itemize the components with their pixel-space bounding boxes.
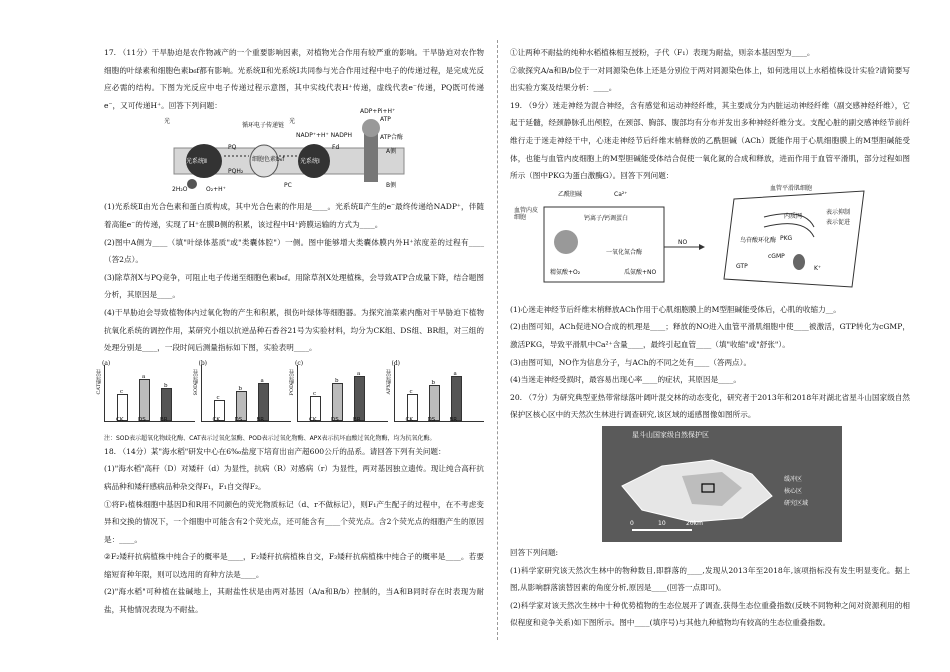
- endothelial-label: 血管内皮细胞: [514, 206, 539, 221]
- q18-intro: 18. （14分）某"海水稻"研发中心在6‰盐度下培育出亩产超600公斤的品系。请回答下列有关问题：: [104, 446, 446, 456]
- map-study-label: 研究区域: [784, 499, 809, 507]
- category-label: CK: [116, 417, 124, 424]
- no-signaling-diagram: [514, 184, 874, 299]
- significance-letter: c: [120, 388, 124, 395]
- q18-part1b: ①将F₁植株细胞中基因D和R用不同颜色的荧光物质标记（d、r不做标记），则F₁产生配子的过程中，在不考虑变异和交换的情况下，一个细胞中可能含有2个荧光点，还可能含有____个荧光点。含2个荧光点的细胞产生的原因是：____。: [104, 499, 484, 544]
- significance-letter: b: [164, 382, 168, 389]
- q17-intro: 17. （11分）干旱胁迫是农作物减产的一个重要影响因素，对植物光合作用有较严重的影响。干旱胁迫对农作物细胞的叶绿素和细胞色素b₆f都有影响。光系统Ⅱ和光系统Ⅰ共同参与光合作用过程中电子的传递过程，是完成光反应必需的结构。下图为光反应中电子传递过程示意图，其中实线代表H⁺传递，虚线代表e⁻传递，PQ既可传递e⁻，又可传递H⁺。回答下列问题：: [104, 48, 484, 110]
- cyt-label: 细胞色素b₆f: [252, 156, 285, 164]
- scale-20: 20km: [686, 519, 703, 527]
- map-core-label: 核心区: [784, 487, 803, 495]
- arginine-label: 精氨酸+O₂: [550, 268, 581, 276]
- chart-ylabel: CAT酶活性: [96, 368, 102, 395]
- smooth-muscle-label: 血管平滑肌细胞: [770, 184, 813, 192]
- no-synthase-label: 一氧化氮合酶: [606, 248, 643, 256]
- category-label: CK: [212, 417, 220, 424]
- q20-intro: 20. （7分）为研究典型亚热带常绿落叶阔叶混交林的动态变化，研究者于2013年和2018年对湖北省星斗山国家级自然保护区核心区中的天然次生林进行调查研究,该区域的遥感图像如图所示。: [510, 392, 910, 420]
- q18-sub2: ②欲探究A/a和B/b位于一对同源染色体上还是分别位于两对同源染色体上，如何选用以上水稻植株设计实验?请简要写出实验方案及结果分析：____。: [510, 65, 910, 93]
- significance-letter: c: [409, 388, 413, 395]
- significance-letter: c: [216, 394, 220, 401]
- category-label: BR: [256, 417, 265, 424]
- atp-label: ATP: [380, 116, 391, 124]
- significance-letter: c: [313, 391, 317, 398]
- ach-label: 乙酰胆碱: [558, 190, 583, 198]
- q17-part1: (1)光系统Ⅱ由光合色素和蛋白质构成，其中光合色素的作用是____。光系统Ⅱ产生的e⁻最终传递给NADP⁺，伴随着高能e⁻的传递，实现了H⁺在膜B侧的积累，该过程中H⁺跨膜运输的方式为____。: [104, 202, 484, 229]
- pqh2-label: PQH₂: [228, 168, 244, 176]
- receptor-label: 钙离子/钙调蛋白: [584, 214, 629, 222]
- q19-part2: (2)由图可知，ACh促进NO合成的机理是____；释放的NO进入血管平滑肌细胞中使____被激活，GTP转化为cGMP，激活PKG，导致平滑肌中Ca²⁺含量____，最终引起血管____（填"收缩"或"舒张"）。: [510, 322, 910, 349]
- carrier-label: 循环电子传递链: [242, 122, 285, 130]
- gtp-label: GTP: [736, 262, 748, 270]
- scale-0: 0: [630, 519, 634, 527]
- chart-ylabel: APX酶活性: [385, 368, 392, 395]
- pc-label: PC: [284, 182, 292, 190]
- a-side-label: A侧: [386, 148, 397, 156]
- reserve-map: [602, 426, 842, 542]
- q19-part3: (3)由图可知，NO作为信息分子，与ACh的不同之处有____（答两点）。: [510, 357, 752, 367]
- q19-part1: (1)心迷走神经节后纤维末梢释放ACh作用于心肌细胞膜上的M型胆碱能受体后，心肌的收缩力__。: [510, 304, 841, 314]
- gc-label: 鸟苷酸环化酶: [740, 236, 777, 244]
- k-label: K⁺: [814, 264, 822, 272]
- ca-label-1: Ca²⁺: [614, 190, 628, 198]
- map-buffer-label: 缓冲区: [784, 475, 803, 483]
- significance-letter: a: [260, 377, 264, 384]
- atpsyn-label: ATP合酶: [380, 134, 403, 142]
- map-title: 星斗山国家级自然保护区: [632, 430, 709, 439]
- o2-label: O₂+H⁺: [206, 186, 226, 194]
- right-column: [510, 44, 910, 632]
- bar-chart-1: [96, 359, 195, 424]
- category-label: DS: [427, 417, 436, 424]
- chart-ylabel: SOD酶活性: [192, 368, 199, 396]
- pkg-label: PKG: [780, 234, 793, 242]
- b-side-label: B侧: [386, 182, 397, 190]
- significance-letter: a: [453, 371, 457, 378]
- q17-part4: (4)干旱胁迫会导致植物体内过氧化物的产生和积累，损伤叶绿体等细胞器。为探究油菜素内酯对干旱胁迫下植物抗氧化系统的调控作用，某研究小组以抗逆品种石香谷21号为实验材料，均分为CK组、DS组、BR组，对三组的处理分别是____，一段时间后测量指标如下图，实验表明____。: [104, 307, 484, 353]
- light-label-1: 光: [164, 118, 171, 126]
- bar-chart-2: [192, 359, 292, 424]
- q20-part2: (2)科学家对该天然次生林中十种优势植物的生态位展开了调查,获得生态位重叠指数(反映不同物种之间对资源利用的相似程度和竞争关系)如下图所示。图中____(填序号)与其他九种植物均有较高的生态位重叠指数。: [510, 600, 910, 628]
- chart-tag: (a): [102, 359, 111, 367]
- column-divider: [497, 40, 498, 640]
- category-label: BR: [353, 417, 361, 424]
- left-column: [96, 44, 484, 619]
- light-label-2: 光: [289, 118, 296, 126]
- nadp-label: NADP⁺+H⁺ NADPH: [296, 132, 352, 140]
- bar-chart-4: [385, 359, 485, 424]
- adp-label: ADP+Pi+H⁺: [360, 108, 396, 116]
- category-label: BR: [449, 417, 458, 424]
- category-label: CK: [405, 417, 413, 424]
- no-label: NO: [678, 238, 688, 246]
- reserve-map-image: [602, 426, 842, 542]
- pq-label: PQ: [228, 144, 237, 152]
- er-label: 内质网: [784, 212, 803, 220]
- q19-intro: 19. （9分）迷走神经为混合神经，含有感觉和运动神经纤维，其主要成分为内脏运动神经纤维（副交感神经纤维），它起于延髓，经颈静脉孔出颅腔，在颈部、胸部、腹部均有分布并发出多种神经纤维分支。支配心脏的副交感神经节前纤维行走于迷走神经干中，心迷走神经节后纤维末梢释放的乙酰胆碱（ACh）既能作用于心肌细胞膜上的M型胆碱能受体，也能与血管内皮细胞上的M型胆碱能受体结合促使一氧化氮的合成和释放，进而作用于血管平滑肌，部分过程如图所示（图中PKG为蛋白激酶G）。回答下列问题：: [510, 100, 910, 181]
- category-label: DS: [331, 417, 339, 424]
- q17-part3: (3)除草剂X与PQ竞争，可阻止电子传递至细胞色素b₆f。用除草剂X处理植株，会导致ATP合成量下降，结合题图分析，其原因是____。: [104, 272, 484, 300]
- no-signaling-figure: [514, 184, 874, 299]
- q17-part2: (2)图中A侧为____（填"叶绿体基质"或"类囊体腔"）一侧。图中能够增大类囊体膜内外H⁺浓度差的过程有____（答2点）。: [104, 237, 484, 265]
- chart-ylabel: POD酶活性: [289, 368, 295, 396]
- q18-part1c: ②F₂矮秆抗病植株中纯合子的概率是____，F₂矮秆抗病植株自交，F₃矮秆抗病植株中纯合子的概率是____。若要缩短育种年限，则可以选用的育种方法是____。: [104, 552, 484, 579]
- electron-transport-figure: [164, 108, 414, 196]
- bar-chart-3: [289, 359, 388, 424]
- significance-letter: b: [335, 377, 339, 384]
- enzyme-bar-charts: [96, 357, 484, 431]
- q20-part1: (1)科学家研究该天然次生林中的物种数目,即群落的____,发现从2013年至2018年,该项指标没有发生明显变化。据上图,从影响群落演替因素的角度分析,原因是____(回答一点即可)。: [510, 565, 910, 593]
- significance-letter: a: [142, 373, 146, 380]
- psii-label: 光系统Ⅱ: [186, 158, 207, 166]
- fd-label: Fd: [332, 144, 340, 152]
- category-label: CK: [309, 417, 317, 424]
- chart-note: 注：SOD表示超氧化物歧化酶、CAT表示过氧化氢酶、POD表示过氧化物酶、APX表示抗坏血酸过氧化物酶，均为抗氧化酶。: [104, 434, 436, 442]
- significance-letter: b: [238, 386, 243, 393]
- category-label: BR: [160, 417, 168, 424]
- psi-label: 光系统Ⅰ: [300, 158, 320, 166]
- category-label: DS: [234, 417, 243, 424]
- category-label: DS: [138, 417, 146, 424]
- q18-sub1: ①让两种不耐盐的纯种水稻植株相互授粉，子代（F₁）表现为耐盐，则亲本基因型为____。: [510, 48, 815, 57]
- water-label: 2H₂O: [172, 186, 188, 194]
- chart-tag: (b): [198, 359, 208, 367]
- q18-part1a: (1)"海水稻"高秆（D）对矮秆（d）为显性，抗病（R）对感病（r）为显性，两对基因独立遗传。现让纯合高秆抗病品种和矮秆感病品种杂交得F₁，F₁自交得F₂。: [104, 464, 484, 491]
- cgmp-label: cGMP: [768, 252, 785, 260]
- legend-promote: 表示促进: [826, 218, 851, 226]
- chart-tag: (c): [295, 359, 304, 367]
- scale-10: 10: [658, 519, 666, 527]
- significance-letter: b: [431, 379, 436, 386]
- q19-part4: (4)当迷走神经受损时，最容易出现心率____的症状，其原因是____。: [510, 375, 741, 385]
- q18-part2: (2)"海水稻"可种植在盐碱地上，其耐盐性状是由两对基因（A/a和B/b）控制的，当A和B同时存在时表现为耐盐，其他情况表现为不耐盐。: [104, 587, 484, 615]
- q20-prompt: 回答下列问题:: [510, 547, 559, 557]
- citrulline-label: 瓜氨酸+NO: [624, 268, 657, 276]
- significance-letter: a: [357, 371, 361, 378]
- chart-tag: (d): [391, 359, 401, 367]
- legend-inhibit: 表示抑制: [826, 208, 851, 216]
